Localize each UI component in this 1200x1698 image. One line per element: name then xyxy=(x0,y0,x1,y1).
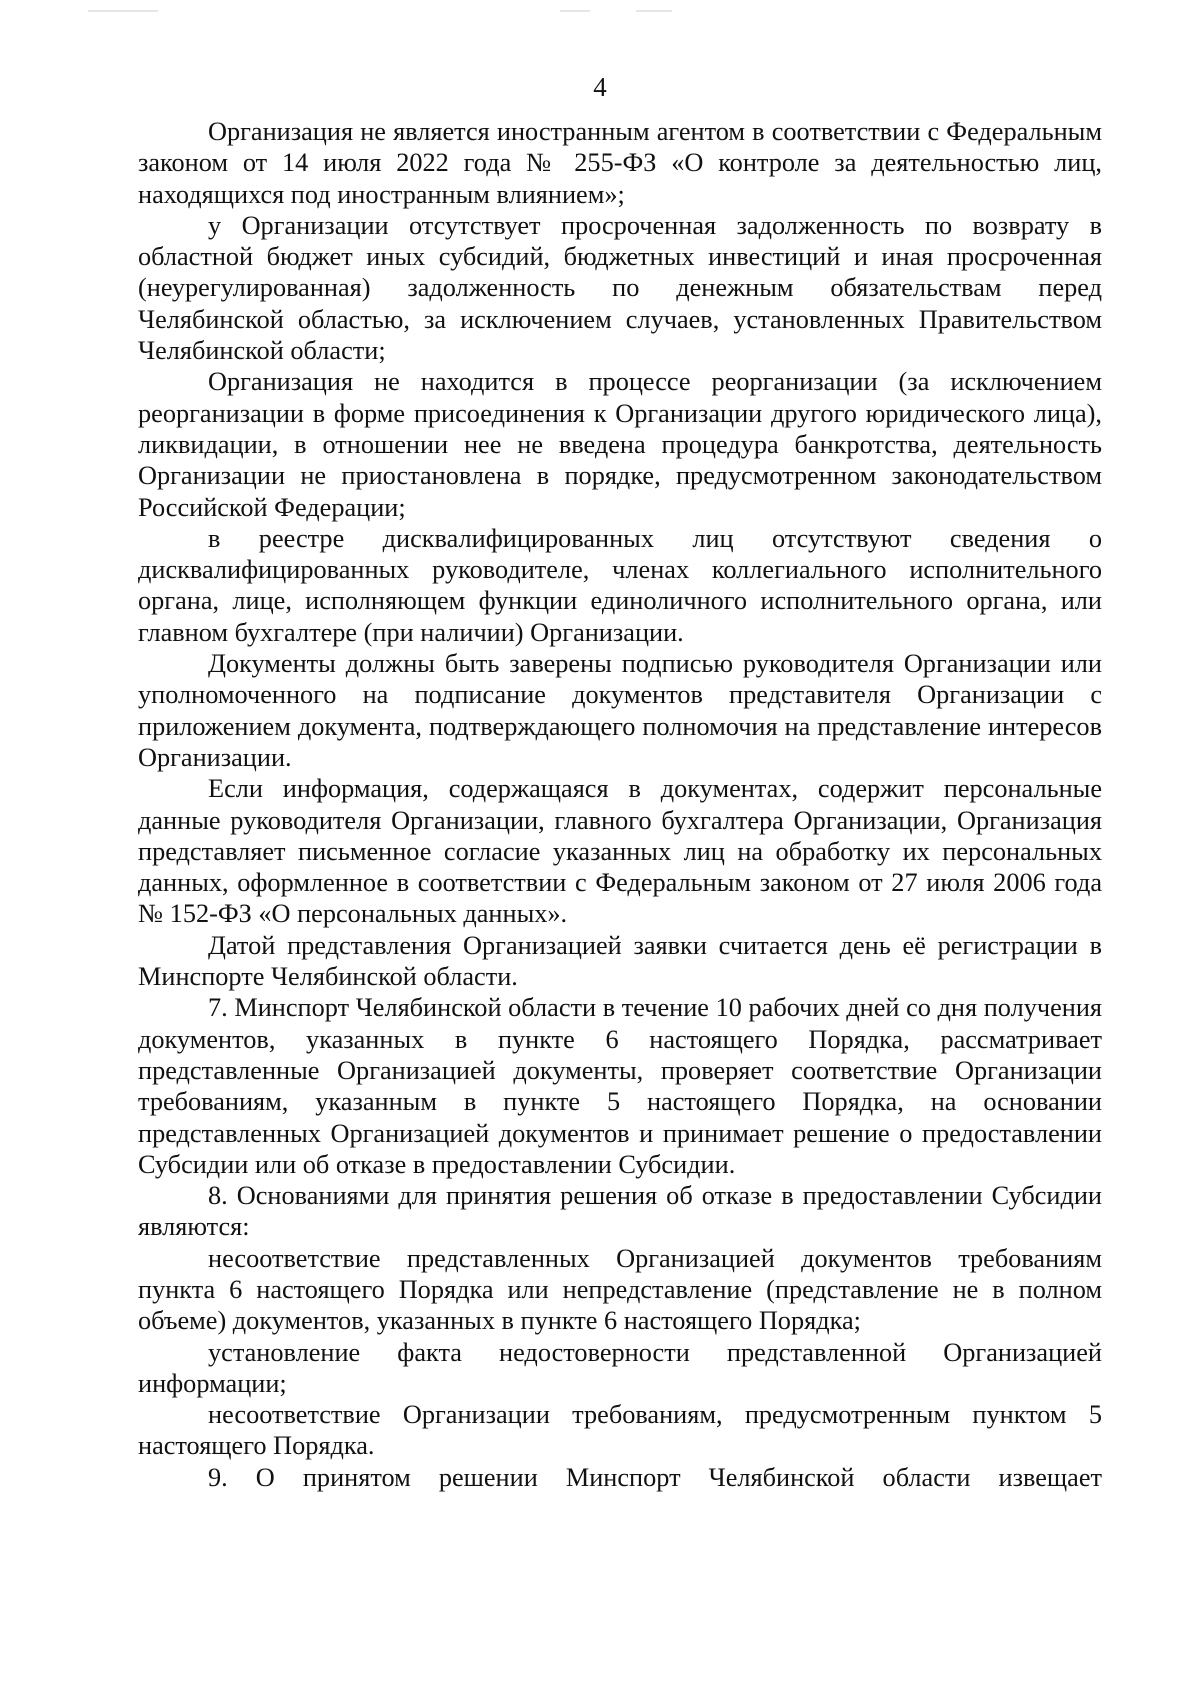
scan-artifact xyxy=(88,10,158,12)
paragraph: несоответствие представленных Организацией документов требованиям пункта 6 настоящего Порядка или непредставление (представление не в полном объеме) документов, указанных в пункте 6 настоящего Порядка; xyxy=(138,1243,1102,1336)
page-number: 4 xyxy=(593,72,607,102)
document-body xyxy=(138,116,1102,1493)
paragraph: Документы должны быть заверены подписью руководителя Организации или уполномоченного на подписание документов представителя Организации с приложением документа, подтверждающего полномочия на представление интересов Организации. xyxy=(138,649,1102,772)
paragraph: несоответствие Организации требованиям, предусмотренным пунктом 5 настоящего Порядка. xyxy=(138,1400,1102,1461)
paragraph: Организация не находится в процессе реорганизации (за исключением реорганизации в форме присоединения к Организации другого юридического лица), ликвидации, в отношении нее не введена процедура банкротства, деятельность Организации не приостановлена в порядке, предусмотренном законодательством Российской Федерации; xyxy=(138,367,1102,522)
scan-artifact xyxy=(560,10,590,12)
paragraph: установление факта недостоверности представленной Организацией информации; xyxy=(138,1337,1102,1398)
paragraph: Если информация, содержащаяся в документах, содержит персональные данные руководителя Организации, главного бухгалтера Организации, Организация представляет письменное согласие указанных лиц на обработку их персональных данных, оформленное в соответствии с Федеральным законом от 27 июля 2006 года № 152-ФЗ «О персональных данных». xyxy=(138,774,1102,929)
paragraph: Датой представления Организацией заявки считается день её регистрации в Минспорте Челябинской области. xyxy=(138,930,1102,992)
paragraph: 8. Основаниями для принятия решения об отказе в предоставлении Субсидии являются: xyxy=(138,1181,1102,1242)
paragraph: в реестре дисквалифицированных лиц отсутствуют сведения о дисквалифицированных руководителе, членах коллегиального исполнительного органа, лице, исполняющем функции единоличного исполнительного органа, или главном бухгалтере (при наличии) Организации. xyxy=(138,523,1102,647)
paragraph: у Организации отсутствует просроченная задолженность по возврату в областной бюджет иных субсидий, бюджетных инвестиций и иная просроченная (неурегулированная) задолженность по денежным обязательствам перед Челябинской областью, за исключением случаев, установленных Правительством Челябинской области; xyxy=(138,210,1102,366)
scan-artifact xyxy=(636,10,672,12)
paragraph: Организация не является иностранным агентом в соответствии с Федеральным законом от 14 июля 2022 года № 255-ФЗ «О контроле за деятельностью лиц, находящихся под иностранным влиянием»; xyxy=(138,117,1102,209)
paragraph: 7. Минспорт Челябинской области в течение 10 рабочих дней со дня получения документов, указанных в пункте 6 настоящего Порядка, рассматривает представленные Организацией документы, проверяет соответствие Организации требованиям, указанным в пункте 5 настоящего Порядка, на основании представленных Организацией документов и принимает решение о предоставлении Субсидии или об отказе в предоставлении Субсидии. xyxy=(138,993,1102,1179)
paragraph: 9. О принятом решении Минспорт Челябинской области извещает xyxy=(208,1462,1102,1492)
